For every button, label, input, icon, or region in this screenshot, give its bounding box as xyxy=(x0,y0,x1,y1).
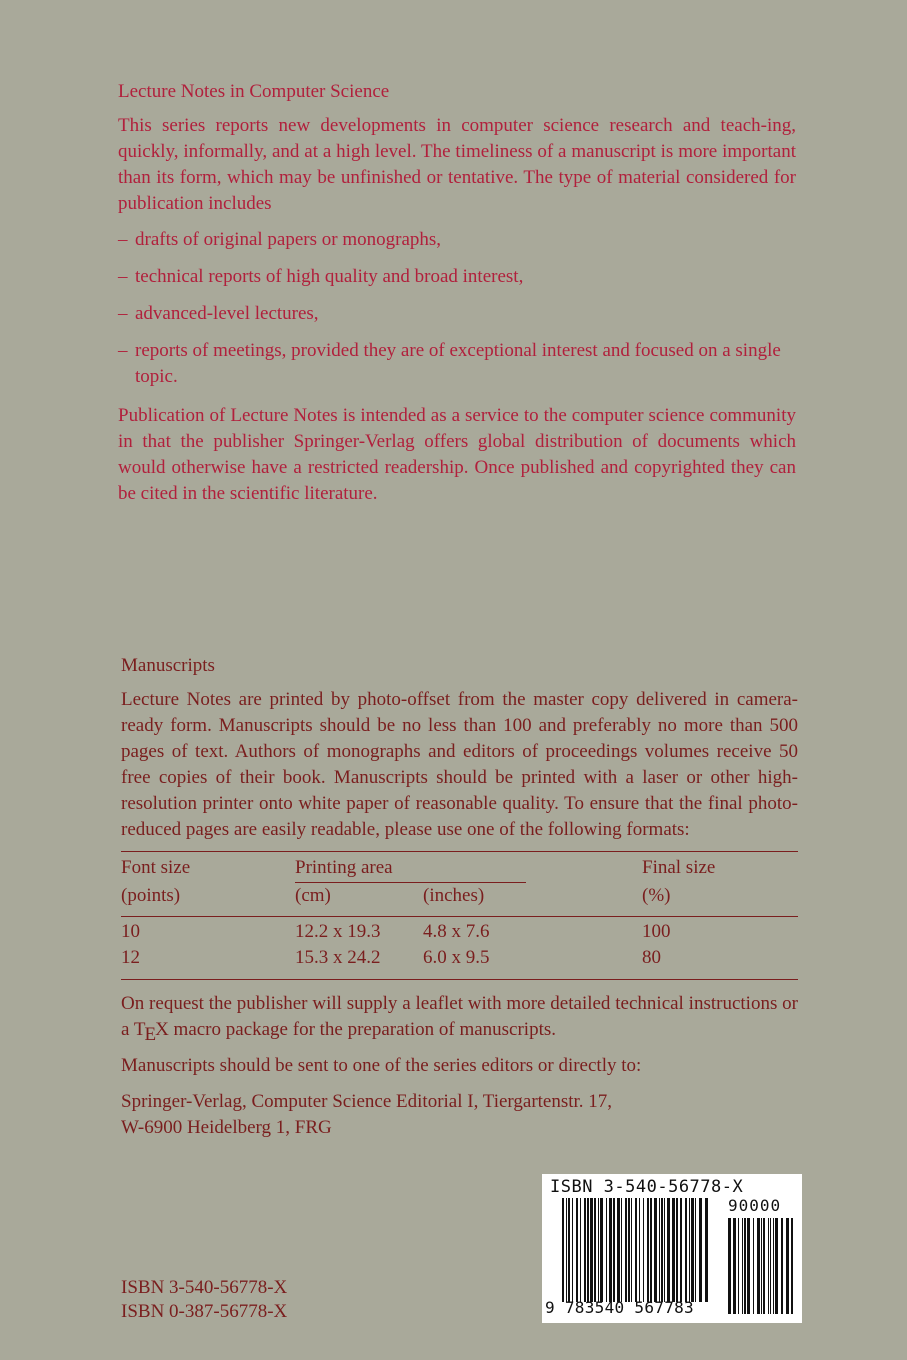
barcode-bar xyxy=(738,1218,739,1314)
header-points: (points) xyxy=(121,885,181,906)
barcode-bar xyxy=(647,1198,649,1302)
table-top-rule xyxy=(121,851,798,852)
table-cell-font: 12 xyxy=(121,947,140,968)
barcode-bar xyxy=(705,1198,708,1302)
barcode-bar xyxy=(667,1198,670,1302)
barcode-bar xyxy=(609,1198,612,1302)
barcode-bar xyxy=(761,1218,762,1314)
barcode-bar xyxy=(747,1218,750,1314)
address-line-2: W-6900 Heidelberg 1, FRG xyxy=(121,1117,332,1138)
table-header-rule xyxy=(121,916,798,917)
leaflet-text-start: On request the publisher will supply a leaflet with more detailed technical instructions or a T xyxy=(121,993,798,1040)
barcode-bar xyxy=(775,1218,778,1314)
barcode-bar xyxy=(606,1198,607,1302)
header-cm: (cm) xyxy=(295,885,331,906)
barcode-bar xyxy=(733,1218,736,1314)
barcode-bar xyxy=(753,1218,754,1314)
barcode-bar xyxy=(770,1218,771,1314)
list-item-text: advanced-level lectures, xyxy=(135,303,319,324)
barcode-bar xyxy=(768,1218,769,1314)
table-cell-cm: 12.2 x 19.3 xyxy=(295,921,381,942)
manuscripts-section xyxy=(121,653,798,1141)
address-line-1: Springer-Verlag, Computer Science Editorial I, Tiergartenstr. 17, xyxy=(121,1091,613,1112)
leaflet-note xyxy=(121,991,798,1043)
barcode-bar xyxy=(584,1198,586,1302)
barcode-bar xyxy=(625,1198,627,1302)
barcode-bar xyxy=(568,1198,570,1302)
publisher-address xyxy=(121,1089,798,1141)
barcode-bar xyxy=(650,1198,652,1302)
series-intro: This series reports new developments in computer science research and teach-ing, quickly, informally, and at a high level. The timeliness of a manuscript is more important than its form, which may be unfinished or tentative. The type of material considered for publication includes xyxy=(118,115,796,214)
table-cell-inches: 6.0 x 9.5 xyxy=(423,947,490,968)
barcode-bar xyxy=(781,1218,783,1314)
dash-marker: – xyxy=(118,266,128,287)
header-final-size: Final size xyxy=(642,857,716,878)
isbn-line: ISBN 3-540-56778-X xyxy=(121,1277,288,1298)
list-item-text: technical reports of high quality and broad interest, xyxy=(135,266,524,287)
barcode-bar xyxy=(628,1198,630,1302)
header-inches: (inches) xyxy=(423,885,485,906)
barcode-bar xyxy=(613,1198,615,1302)
barcode-addon-digits: 90000 xyxy=(728,1196,782,1215)
barcode-bar xyxy=(676,1198,678,1302)
barcode-bar xyxy=(773,1218,774,1314)
dash-marker: – xyxy=(118,340,128,361)
barcode-bar xyxy=(635,1198,637,1302)
table-cell-inches: 4.8 x 7.6 xyxy=(423,921,490,942)
header-font-size: Font size xyxy=(121,857,191,878)
barcode-bar xyxy=(576,1198,578,1302)
barcode-bar xyxy=(763,1218,765,1314)
barcode-bar xyxy=(680,1198,682,1302)
barcode-bar xyxy=(672,1198,675,1302)
table-cell-font: 10 xyxy=(121,921,140,942)
isbn-numbers xyxy=(121,1276,287,1324)
barcode-bar xyxy=(661,1198,663,1302)
table-cell-cm: 15.3 x 24.2 xyxy=(295,947,381,968)
list-item xyxy=(118,338,796,390)
dash-marker: – xyxy=(118,229,128,250)
barcode-bar xyxy=(728,1218,731,1314)
barcode-bar xyxy=(685,1198,687,1302)
barcode-bar xyxy=(639,1198,640,1302)
barcode-bar xyxy=(598,1198,599,1302)
series-title: Lecture Notes in Computer Science xyxy=(118,81,390,102)
barcode-bar xyxy=(580,1198,581,1302)
barcode-bar xyxy=(643,1198,644,1302)
manuscripts-title: Manuscripts xyxy=(121,655,215,676)
table-bottom-rule xyxy=(121,979,798,980)
barcode-bar xyxy=(791,1218,793,1314)
barcode-bar xyxy=(631,1198,632,1302)
barcode-bar xyxy=(562,1198,564,1302)
series-description xyxy=(118,79,796,507)
barcode-bar xyxy=(664,1198,665,1302)
barcode-bar xyxy=(699,1198,702,1302)
list-item xyxy=(118,301,796,327)
isbn-line: ISBN 0-387-56778-X xyxy=(121,1301,288,1322)
leaflet-text-end: X macro package for the preparation of manuscripts. xyxy=(155,1019,557,1040)
barcode-bar xyxy=(572,1198,573,1302)
barcode-bar xyxy=(659,1198,660,1302)
barcode-bar xyxy=(590,1198,593,1302)
table-cell-final: 100 xyxy=(642,921,671,942)
barcode-bar xyxy=(600,1198,603,1302)
barcode-bar xyxy=(786,1218,789,1314)
table-cell-final: 80 xyxy=(642,947,661,968)
header-printing-area: Printing area xyxy=(295,857,393,878)
barcode-bar xyxy=(617,1198,620,1302)
barcode-bar xyxy=(742,1218,743,1314)
barcode-bar xyxy=(695,1198,696,1302)
list-item xyxy=(118,264,796,290)
barcode-ean-digits: 9 783540 567783 xyxy=(545,1298,694,1317)
list-item-text: reports of meetings, provided they are of exceptional interest and focused on a single topic. xyxy=(135,340,781,387)
list-item xyxy=(118,227,796,253)
dash-marker: – xyxy=(118,303,128,324)
barcode-bar xyxy=(744,1218,746,1314)
series-publication-note: Publication of Lecture Notes is intended as a service to the computer science community in that the publisher Springer-Verlag offers global distribution of documents which would otherwise have a restricted readership. Once published and copyrighted they can be cited in the scientific literature. xyxy=(118,405,796,504)
tex-logo-e: E xyxy=(144,1024,157,1045)
barcode-bar xyxy=(566,1198,567,1302)
barcode-bar xyxy=(587,1198,589,1302)
manuscripts-body: Lecture Notes are printed by photo-offset from the master copy delivered in camera-ready form. Manuscripts should be no less than 100 and preferably no more than 500 pages of text. Authors of monographs and editors of proceedings volumes receive 50 free copies of their book. Manuscripts should be printed with a laser or other high-resolution printer onto white paper of reasonable quality. To ensure that the final photo-reduced pages are easily readable, please use one of the following formats: xyxy=(121,689,798,840)
barcode-bar xyxy=(689,1198,690,1302)
barcode-bar xyxy=(621,1198,622,1302)
header-percent: (%) xyxy=(642,885,671,906)
barcode-bar xyxy=(594,1198,596,1302)
barcode-bar xyxy=(691,1198,694,1302)
barcode xyxy=(542,1174,802,1323)
barcode-isbn-text: ISBN 3-540-56778-X xyxy=(550,1177,744,1197)
list-item-text: drafts of original papers or monographs, xyxy=(135,229,442,250)
barcode-bar xyxy=(654,1198,657,1302)
format-table xyxy=(121,851,798,983)
barcode-bar xyxy=(757,1218,760,1314)
send-instructions: Manuscripts should be sent to one of the series editors or directly to: xyxy=(121,1055,642,1076)
